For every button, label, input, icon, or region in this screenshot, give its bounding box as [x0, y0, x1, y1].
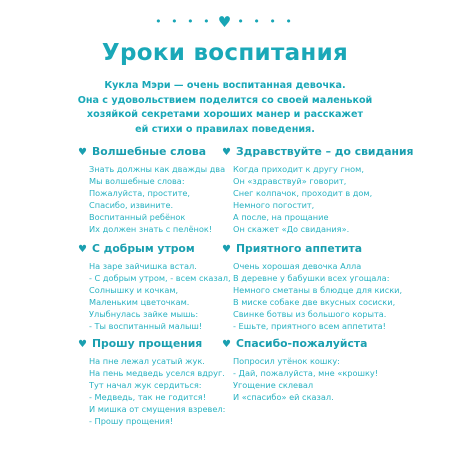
poem-line: Маленьким цветочкам. — [89, 297, 190, 308]
poem-line: В деревне у бабушки всех угощала: — [233, 273, 390, 284]
poem-line: И мишка от смущения взревел: — [89, 404, 226, 415]
dots-right: • • • • — [237, 15, 295, 28]
poem-line: Мы волшебные слова: — [89, 176, 185, 187]
poem-line: - Дай, пожалуйста, мне «крошку! — [233, 368, 379, 379]
poem — [222, 163, 412, 236]
intro-line: хозяйкой секретами хороших манер и расскажет — [86, 109, 364, 120]
section-title-text: Спасибо-пожалуйста — [235, 337, 368, 350]
poem-line: Попросил утёнок кошку: — [233, 356, 340, 366]
poem-line: Он скажет «До свидания». — [233, 224, 350, 235]
poem-line: Немного погостит, — [233, 200, 315, 211]
poem-line: - Ешьте, приятного всем аппетита! — [233, 321, 386, 332]
intro-paragraph — [30, 79, 420, 137]
intro-line: ей стихи о правилах поведения. — [135, 123, 315, 135]
poem-line: Спасибо, извините. — [89, 200, 174, 211]
poem-line: Знать должны как дважды два — [89, 164, 226, 174]
page-title: Уроки воспитания — [101, 40, 349, 66]
section-title — [222, 242, 412, 257]
heart-icon: ♥ — [217, 13, 233, 31]
poem-line: Свинке ботвы из большого корыта. — [233, 309, 387, 320]
poem-line: А после, на прощание — [233, 212, 329, 223]
section-title-text: С добрым утром — [91, 242, 195, 255]
section-title-text: Приятного аппетита — [235, 242, 363, 255]
poem-line: - Медведь, так не годится! — [89, 392, 206, 403]
poem-line: Тут начал жук сердиться: — [89, 380, 202, 391]
poem-line: На пне лежал усатый жук. — [89, 356, 205, 366]
poem — [222, 355, 412, 403]
poem-line: - Прошу прощения! — [89, 416, 174, 427]
poem-line: - Ты воспитанный малыш! — [89, 321, 203, 332]
poem-line: Очень хорошая девочка Алла — [233, 261, 362, 271]
poem-line: Немного сметаны в блюдце для киски, — [233, 285, 403, 296]
poem-line: И «спасибо» ей сказал. — [233, 392, 334, 403]
poem-line: Их должен знать с пелёнок! — [89, 224, 213, 235]
heart-icon: ♥ — [78, 339, 87, 350]
poem-line: Улыбнулась зайке мышь: — [89, 309, 199, 320]
intro-line: Кукла Мэри — очень воспитанная девочка. — [104, 80, 346, 91]
poem-line: В миске собаке две вкусных сосиски, — [233, 297, 396, 308]
heart-icon: ♥ — [222, 339, 231, 350]
poem-line: На заре зайчишка встал. — [89, 261, 197, 271]
section-hello-goodbye — [222, 145, 412, 236]
poem-line: - С добрым утром, - всем сказал, — [89, 273, 231, 284]
section-bon-appetit — [222, 242, 412, 333]
section-title — [222, 145, 412, 160]
section-title — [222, 337, 412, 352]
intro-line: Она с удовольствием поделится со своей маленькой — [77, 94, 373, 106]
poem-line: Угощение склевал — [233, 380, 314, 391]
heart-icon: ♥ — [222, 147, 231, 158]
poem-line: Снег колпачок, проходит в дом, — [233, 188, 373, 199]
heart-icon: ♥ — [78, 147, 87, 158]
heart-icon: ♥ — [222, 244, 231, 255]
heart-icon: ♥ — [78, 244, 87, 255]
poem-line: Пожалуйста, простите, — [89, 188, 191, 199]
section-title-text: Волшебные слова — [91, 145, 207, 158]
section-title-text: Прошу прощения — [91, 337, 203, 350]
poem-line: На пень медведь уселся вдруг. — [89, 368, 225, 379]
dots-left: • • • • — [155, 15, 213, 28]
section-title-text: Здравствуйте – до свидания — [235, 145, 414, 158]
poem-line: Когда приходит к другу гном, — [233, 164, 364, 174]
poem-line: Воспитанный ребёнок — [89, 212, 186, 223]
poem — [222, 260, 412, 333]
poem-line: Он «здравствуй» говорит, — [233, 176, 347, 187]
poem-line: Солнышку и кочкам, — [89, 285, 179, 296]
header-decoration — [0, 14, 450, 32]
section-thank-you-please — [222, 337, 412, 403]
